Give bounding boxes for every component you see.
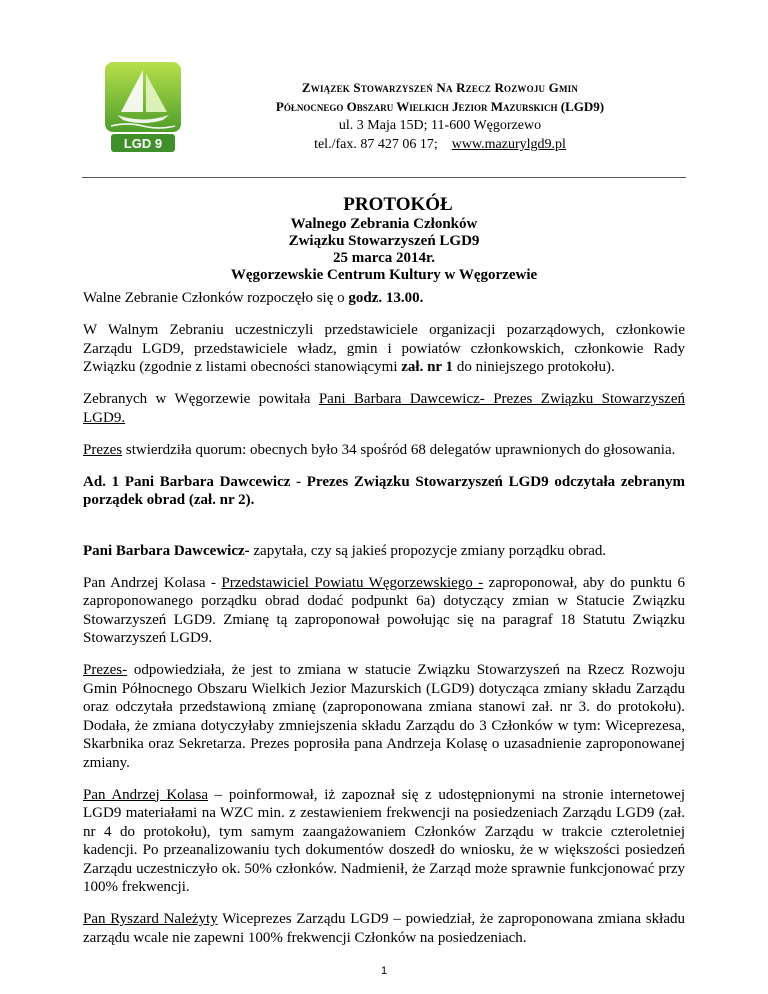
page-number: 1 [380,965,388,977]
paragraph-agenda-item-1: Ad. 1 Pani Barbara Dawcewicz - Prezes Związku Stowarzyszeń LGD9 odczytała zebranym porządek obrad (zał. nr 2). [83,473,685,508]
org-name-line2: Północnego Obszaru Wielkich Jezior Mazurskich (LGD9) [275,99,605,114]
title-date: 25 marca 2014r. [332,250,436,266]
org-contact [200,135,680,154]
title-venue: Węgorzewskie Centrum Kultury w Węgorzewie [230,267,538,283]
org-address: ul. 3 Maja 15D; 11-600 Węgorzewo [338,118,542,133]
title-line-2: Związku Stowarzyszeń LGD9 [288,233,480,249]
protocol-body [83,289,685,961]
organization-header [200,78,680,154]
logo-text: LGD 9 [123,136,163,151]
protocol-title-block [83,194,685,284]
paragraph-kolasa-justification: Pan Andrzej Kolasa – poinformował, iż zapoznał się z udostępnionymi na stronie internetowej LGD9 materiałami na WZC min. z zestawieniem frekwencji na posiedzeniach Zarządu LGD9 (zał. nr 4 do protokołu), tym samym zaangażowaniem Członków Zarządu w trakcie czteroletniej kadencji. Po przeanalizowaniu tych dokumentów doszedł do wniosku, że w większości posiedzeń Zarządu uczestniczyło ok. 50% członków. Nadmienił, że Zarząd może sprawnie funkcjonować przy 100% frekwencji. [83,786,685,895]
paragraph-agenda-question: Pani Barbara Dawcewicz- zapytała, czy są jakieś propozycje zmiany porządku obrad. [83,542,607,559]
paragraph-participants: W Walnym Zebraniu uczestniczyli przedstawiciele organizacji pozarządowych, członkowie Zarządu LGD9, przedstawiciele władz, gmin i powiatów członkowskich, członkowie Rady Związku (zgodnie z listami obecności stanowiącymi zał. nr 1 do niniejszego protokołu). [83,322,685,375]
title-line-1: Walnego Zebrania Członków [290,216,478,232]
org-website-link[interactable]: www.mazurylgd9.pl [451,137,566,152]
lgd9-logo [103,60,183,155]
paragraph-nalezyty-response: Pan Ryszard Należyty Wiceprezes Zarządu LGD9 – powiedział, że zaproponowana zmiana składu zarządu wcale nie zapewni 100% frekwencji Członków na posiedzeniach. [83,911,685,946]
protocol-heading: PROTOKÓŁ [343,194,453,215]
org-phone: tel./fax. 87 427 06 17; [314,137,438,152]
paragraph-quorum: Prezes stwierdziła quorum: obecnych było 34 spośród 68 delegatów uprawnionych do głosowania. [83,441,676,458]
paragraph-welcome: Zebranych w Węgorzewie powitała Pani Barbara Dawcewicz- Prezes Związku Stowarzyszeń LGD9. [83,391,685,426]
header-divider [82,177,686,178]
paragraph-prezes-response: Prezes- odpowiedziała, że jest to zmiana w statucie Związku Stowarzyszeń na Rzecz Rozwoju Gmin Północnego Obszaru Wielkich Jezior Mazurskich (LGD9) dotycząca zmiany składu Zarządu oraz odczytała przedstawioną zmianę (zaproponowana zmiana stanowi zał. nr 3. do protokołu). Dodała, że zmiana dotyczyłaby zmniejszenia składu Zarządu do 3 Członków w tym: Wiceprezesa, Skarbnika oraz Sekretarza. Prezes poprosiła pana Andrzeja Kolasę o uzasadnienie zaproponowanej zmiany. [83,662,685,771]
paragraph-kolasa-proposal: Pan Andrzej Kolasa - Przedstawiciel Powiatu Węgorzewskiego - zaproponował, aby do punktu 6 zaproponowanego porządku obrad dodać podpunkt 6a) dotyczący zmian w Statucie Związku Stowarzyszeń LGD9. Zmianę tą zaproponował powołując się na paragraf 18 Statutu Związku Stowarzyszeń LGD9. [83,574,685,646]
org-name-line1: Związek Stowarzyszeń Na Rzecz Rozwoju Gmin [301,80,579,95]
paragraph-start-time: Walne Zebranie Członków rozpoczęło się o godz. 13.00. [83,290,424,306]
